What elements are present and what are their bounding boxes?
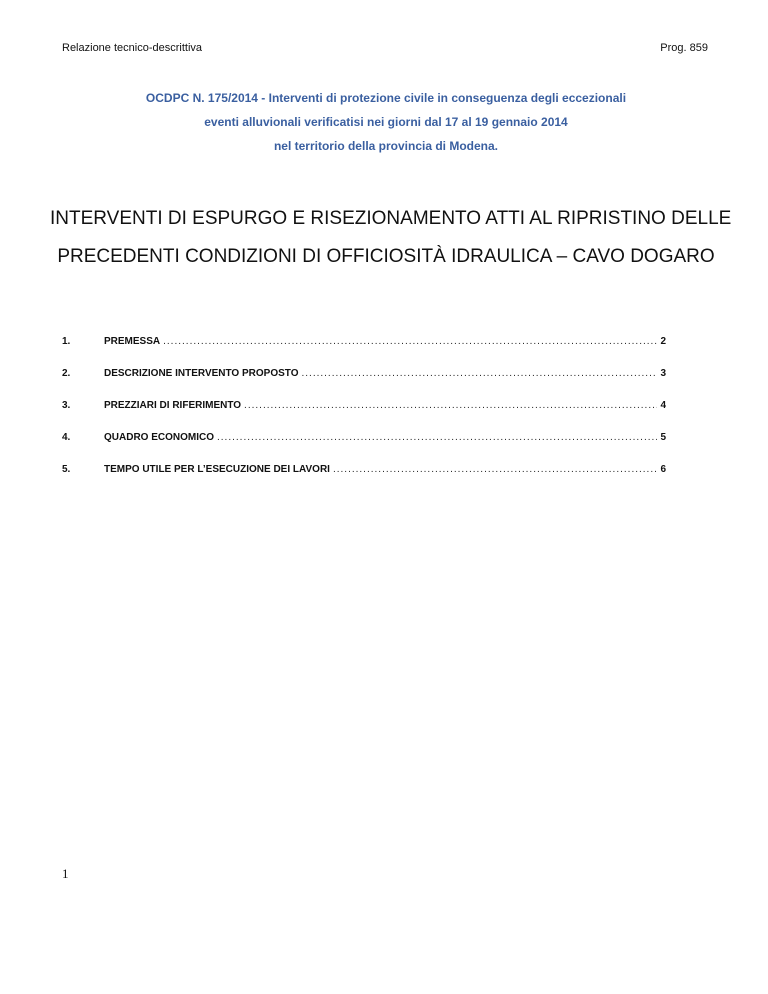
toc-entry-page: 3	[660, 368, 666, 379]
toc-entry-page: 5	[660, 432, 666, 443]
title-line: PRECEDENTI CONDIZIONI DI OFFICIOSITÀ IDRAULICA – CAVO DOGARO	[57, 246, 715, 267]
toc-dot-leader	[217, 432, 657, 443]
toc-entry-page: 4	[660, 400, 666, 411]
toc-dot-leader	[163, 336, 657, 347]
subtitle-line: eventi alluvionali verificatisi nei giorni dal 17 al 19 gennaio 2014	[204, 115, 568, 129]
toc-entry-label: PREZZIARI DI RIFERIMENTO	[104, 400, 242, 411]
toc-entry-label: TEMPO UTILE PER L’ESECUZIONE DEI LAVORI	[104, 464, 330, 475]
header-project-number: Prog. 859	[660, 42, 708, 54]
toc-entry-number: 4.	[62, 432, 71, 443]
toc-entry-quadro-economico[interactable]	[62, 432, 666, 464]
ordinance-subtitle	[62, 86, 710, 158]
toc-entry-number: 1.	[62, 336, 71, 347]
toc-entry-page: 6	[660, 464, 666, 475]
toc-entry-page: 2	[660, 336, 666, 347]
subtitle-line: OCDPC N. 175/2014 - Interventi di protezione civile in conseguenza degli eccezionali	[145, 91, 627, 105]
toc-entry-number: 3.	[62, 400, 71, 411]
toc-entry-number: 5.	[62, 464, 71, 475]
toc-entry-label: PREMESSA	[104, 336, 161, 347]
toc-dot-leader	[301, 368, 657, 379]
toc-entry-tempo-utile[interactable]	[62, 464, 666, 496]
toc-dot-leader	[333, 464, 657, 475]
toc-entry-label: QUADRO ECONOMICO	[104, 432, 214, 443]
toc-entry-descrizione-intervento[interactable]	[62, 368, 666, 400]
toc-dot-leader	[244, 400, 657, 411]
toc-entry-premessa[interactable]	[62, 336, 666, 368]
header-document-title: Relazione tecnico-descrittiva	[62, 42, 203, 54]
toc-entry-label: DESCRIZIONE INTERVENTO PROPOSTO	[104, 368, 299, 379]
page-number: 1	[62, 866, 69, 881]
toc-entry-prezziari[interactable]	[62, 400, 666, 432]
document-main-title	[50, 200, 732, 276]
subtitle-line: nel territorio della provincia di Modena.	[273, 139, 499, 153]
title-line: INTERVENTI DI ESPURGO E RISEZIONAMENTO ATTI AL RIPRISTINO DELLE	[50, 208, 732, 229]
table-of-contents	[62, 336, 666, 496]
toc-entry-number: 2.	[62, 368, 71, 379]
